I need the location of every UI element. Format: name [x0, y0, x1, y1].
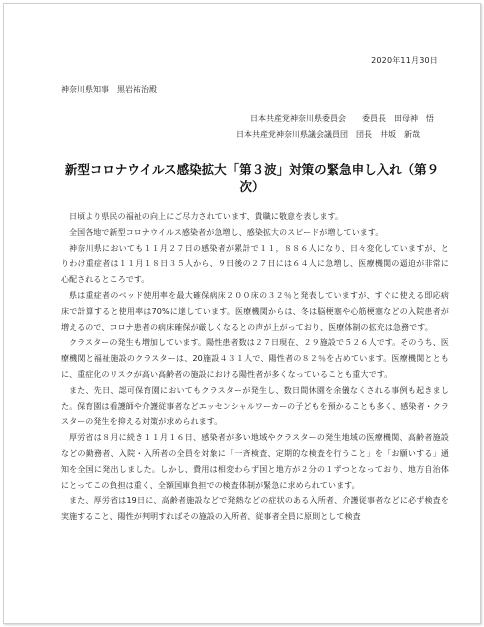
- body-paragraph: 全国各地で新型コロナウイルス感染者が急増し、感染拡大のスピードが増しています。: [69, 227, 384, 237]
- body-paragraph: 厚労省は８月に続き１１月１６日、感染者が多い地域やクラスターの発生地域の医療機関、高齢者施設などの勤務者、入院・入所者の全員を対象に「一斉検査、定期的な検査を行うこと」を「お願いする」通知を全国に発出しました。しかし、費用は相変わらず国と地方が２分の１ずつとなっており、地方自治体にとってこの負担は重く、全額国庫負担での検査体制が緊急に求められています。: [61, 433, 449, 490]
- body-paragraph: また、先日、認可保育園においてもクラスターが発生し、数日間休園を余儀なくされる事例も起きました。保育園は看護師や介護従事者などエッセンシャルワーカーの子どもを預かることも多く、感染者・クラスターの発生を抑える対策が求められます。: [61, 385, 449, 427]
- document-body: [61, 209, 449, 525]
- body-paragraph: また、厚労省は19日に、高齢者施設などで発熱などの症状のある入所者、介護従事者などに必ず検査を実施すること、陽性が判明すればその施設の入所者、従事者全員に原則として検査: [61, 496, 449, 522]
- body-paragraph: 神奈川県においても１１月２７日の感染者が累計で１１，８８６人になり、日々変化していますが、とりわけ重症者は１１月１８日３５人から、９日後の２７日には６４人に急増し、医療機関の逼迫が非常に心配されるところです。: [61, 243, 449, 285]
- sender-line: 日本共産党神奈川県議会議員団 団長 井坂 新哉: [236, 130, 420, 139]
- body-paragraph: 日頃より県民の福祉の向上にご尽力されています、貴職に敬意を表します。: [69, 212, 344, 221]
- body-paragraph: 県は重症者のベッド使用率を最大確保病床２００床の３２％と発表していますが、すぐに使える即応病床で計算すると使用率は70%に達しています。医療機関からは、冬は脳梗塞や心筋梗塞などの入院患者が増えるので、コロナ患者の病床確保が厳しくなるとの声が上がっており、医療体制の拡充は急務です。: [61, 290, 449, 332]
- document-page: [3, 3, 481, 624]
- document-title: 新型コロナウイルス感染拡大「第３波」対策の緊急申し入れ（第９次）: [64, 162, 440, 194]
- document-date: 2020年11月30日: [371, 56, 438, 65]
- body-paragraph: クラスターの発生も増加しています。陽性患者数は２７日現在、２９施設で５２６人です。そのうち、医療機関と福祉施設のクラスターは、20施設４３１人で、陽性者の８２％を占めています。医療機関とともに、重症化のリスクが高い高齢者の施設における陽性者が多くなっていることも重大です。: [61, 338, 449, 379]
- addressee: 神奈川県知事 黒岩祐治殿: [61, 85, 157, 94]
- sender-line: 日本共産党神奈川県委員会 委員長 田母神 悟: [250, 114, 434, 123]
